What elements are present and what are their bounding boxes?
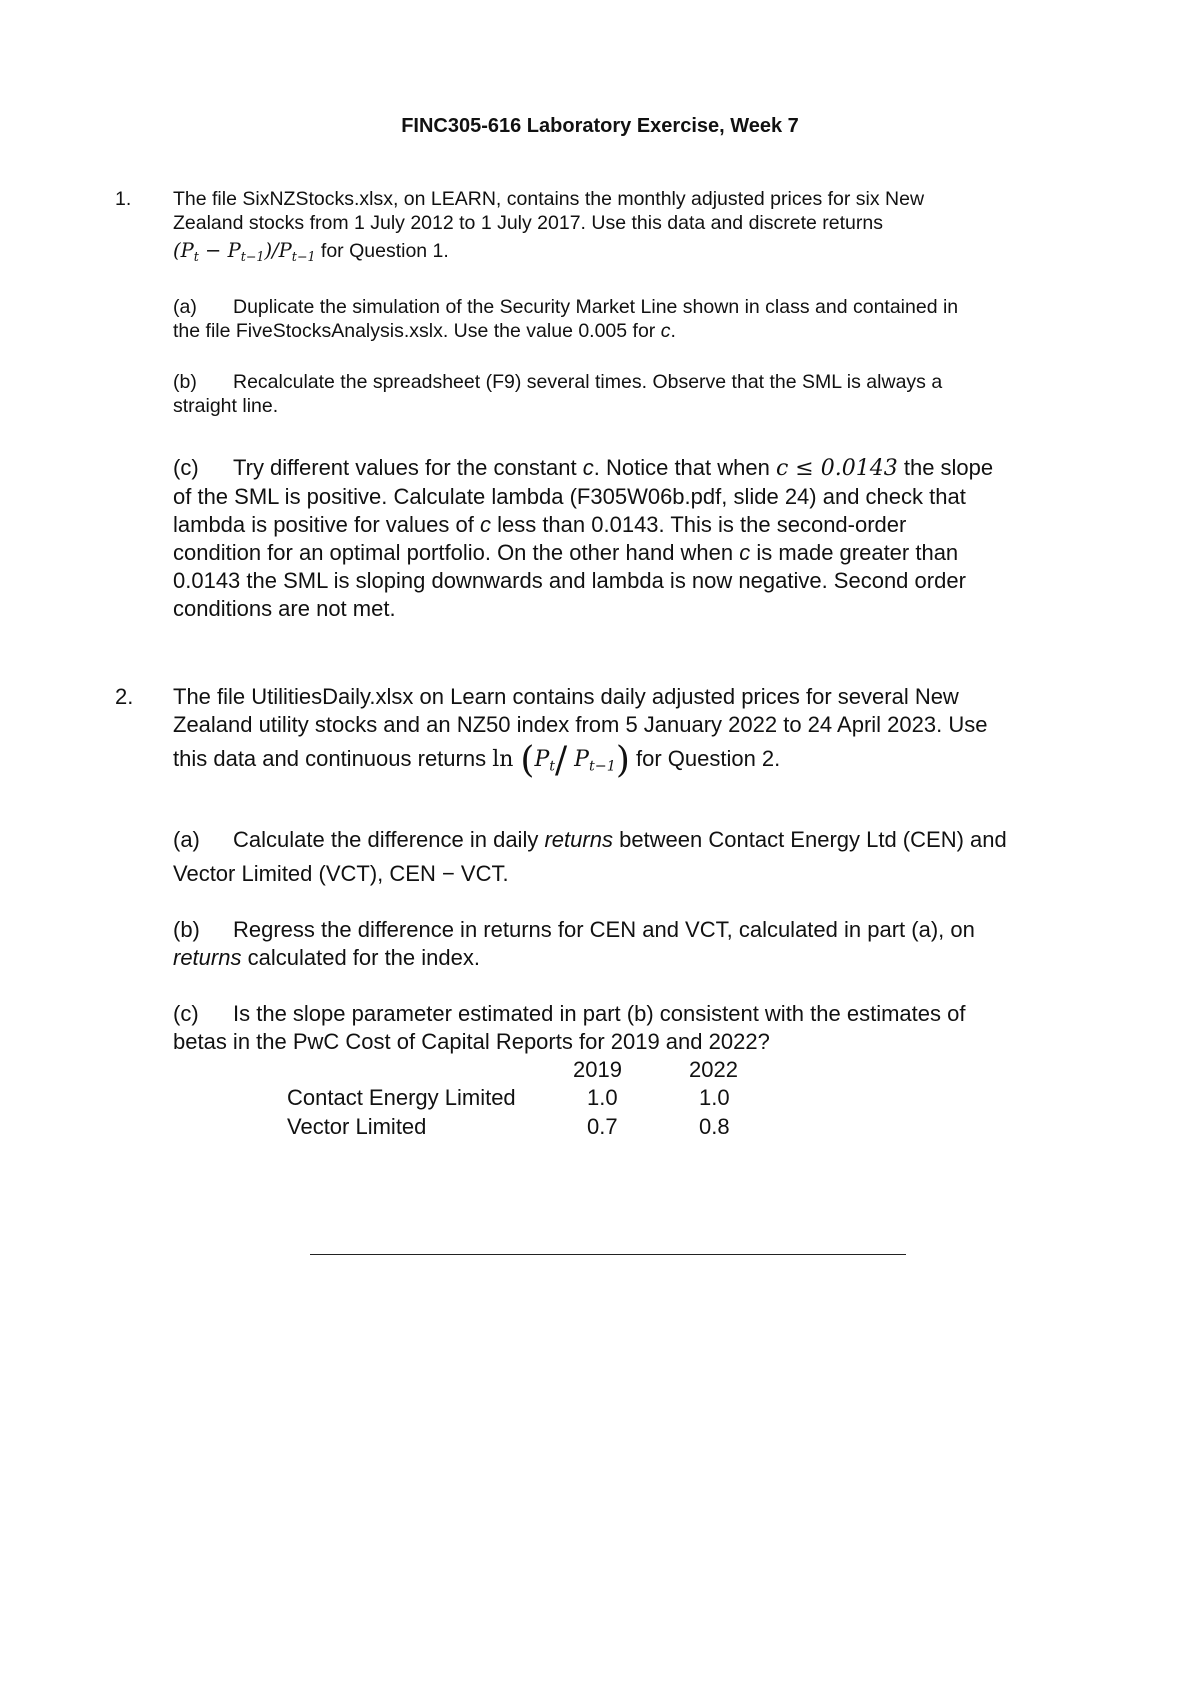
table-cell: 1.0 xyxy=(587,1085,618,1110)
q1b-line-2: straight line. xyxy=(173,395,279,417)
table-cell: 0.7 xyxy=(587,1114,618,1139)
question-2a xyxy=(173,826,1093,888)
q2-intro-line-3: this data and continuous returns $\ln (P_t/$ $P_{t-1}$) for Question 2. xyxy=(173,740,781,781)
q1c-line-3: lambda is positive for values of c less than 0.0143. This is the second-order xyxy=(173,512,907,537)
q1-intro-line-2: Zealand stocks from 1 July 2012 to 1 July 2017. Use this data and discrete returns xyxy=(173,212,883,234)
question-2-intro xyxy=(173,683,1093,781)
q1a-line-1: Duplicate the simulation of the Security Market Line shown in class and contained in xyxy=(233,296,959,318)
question-1a xyxy=(173,295,1093,343)
q1c-label: (c) xyxy=(173,455,199,480)
question-2-number: 2. xyxy=(115,684,134,709)
q1c-line-6: conditions are not met. xyxy=(173,596,396,621)
q1a-line-2: the file FiveStocksAnalysis.xslx. Use the value 0.005 for c. xyxy=(173,320,676,342)
q1c-line-1: (c) Try different values for the constant c. Notice that when c ≤ 0.0143 the slope xyxy=(173,455,994,481)
question-2c xyxy=(173,1000,1093,1056)
table-row-name: Contact Energy Limited xyxy=(287,1085,516,1110)
q1c-line-4: condition for an optimal portfolio. On the other hand when c is made greater than xyxy=(173,540,959,565)
q1b-label: (b) xyxy=(173,371,197,393)
q1c-line-2: of the SML is positive. Calculate lambda (F305W06b.pdf, slide 24) and check that xyxy=(173,484,966,509)
table-header-2019: 2019 xyxy=(573,1057,622,1082)
q2a-label: (a) xyxy=(173,827,200,852)
end-divider xyxy=(310,1254,906,1255)
page-title: FINC305-616 Laboratory Exercise, Week 7 xyxy=(401,115,799,137)
q1b-line-1: Recalculate the spreadsheet (F9) several times. Observe that the SML is always a xyxy=(233,371,943,393)
q2b-label: (b) xyxy=(173,917,200,942)
q2a-line-1: (a) Calculate the difference in daily returns between Contact Energy Ltd (CEN) and xyxy=(173,827,1007,852)
continuous-return-formula: $\ln (P_t/$ $P_{t-1}$) xyxy=(492,740,630,781)
q1c-line-5: 0.0143 the SML is sloping downwards and lambda is now negative. Second order xyxy=(173,568,966,593)
table-cell: 0.8 xyxy=(699,1114,730,1139)
q1a-label: (a) xyxy=(173,296,197,318)
q2b-line-1: Regress the difference in returns for CEN and VCT, calculated in part (a), on xyxy=(233,917,975,942)
table-cell: 1.0 xyxy=(699,1085,730,1110)
q2c-line-2: betas in the PwC Cost of Capital Reports for 2019 and 2022? xyxy=(173,1029,770,1054)
c-threshold-condition: c ≤ 0.0143 xyxy=(775,456,898,481)
q2c-label: (c) xyxy=(173,1001,199,1026)
q1-formula-line xyxy=(173,239,1093,263)
table-header-2022: 2022 xyxy=(689,1057,738,1082)
table-row-name: Vector Limited xyxy=(287,1114,427,1139)
question-1b xyxy=(173,370,1093,418)
q2c-line-1: Is the slope parameter estimated in part (b) consistent with the estimates of xyxy=(233,1001,966,1026)
question-1-number: 1. xyxy=(115,188,132,210)
q1-formula-text: for Question 1. xyxy=(320,240,449,262)
q2-intro-line-2: Zealand utility stocks and an NZ50 index from 5 January 2022 to 24 April 2023. Use xyxy=(173,712,988,737)
question-1c xyxy=(173,454,1093,623)
q2-intro-line-1: The file UtilitiesDaily.xlsx on Learn contains daily adjusted prices for several New xyxy=(173,684,959,709)
discrete-return-formula: $(P_t - P_{t-1})/P_{t-1}$ xyxy=(173,239,316,264)
q2b-line-2: returns calculated for the index. xyxy=(173,945,480,970)
question-2b xyxy=(173,916,1093,972)
question-1-intro xyxy=(173,187,1093,263)
q1-intro-line-1: The file SixNZStocks.xlsx, on LEARN, contains the monthly adjusted prices for six New xyxy=(173,188,925,210)
q2a-line-2: Vector Limited (VCT), CEN − VCT. xyxy=(173,861,509,886)
